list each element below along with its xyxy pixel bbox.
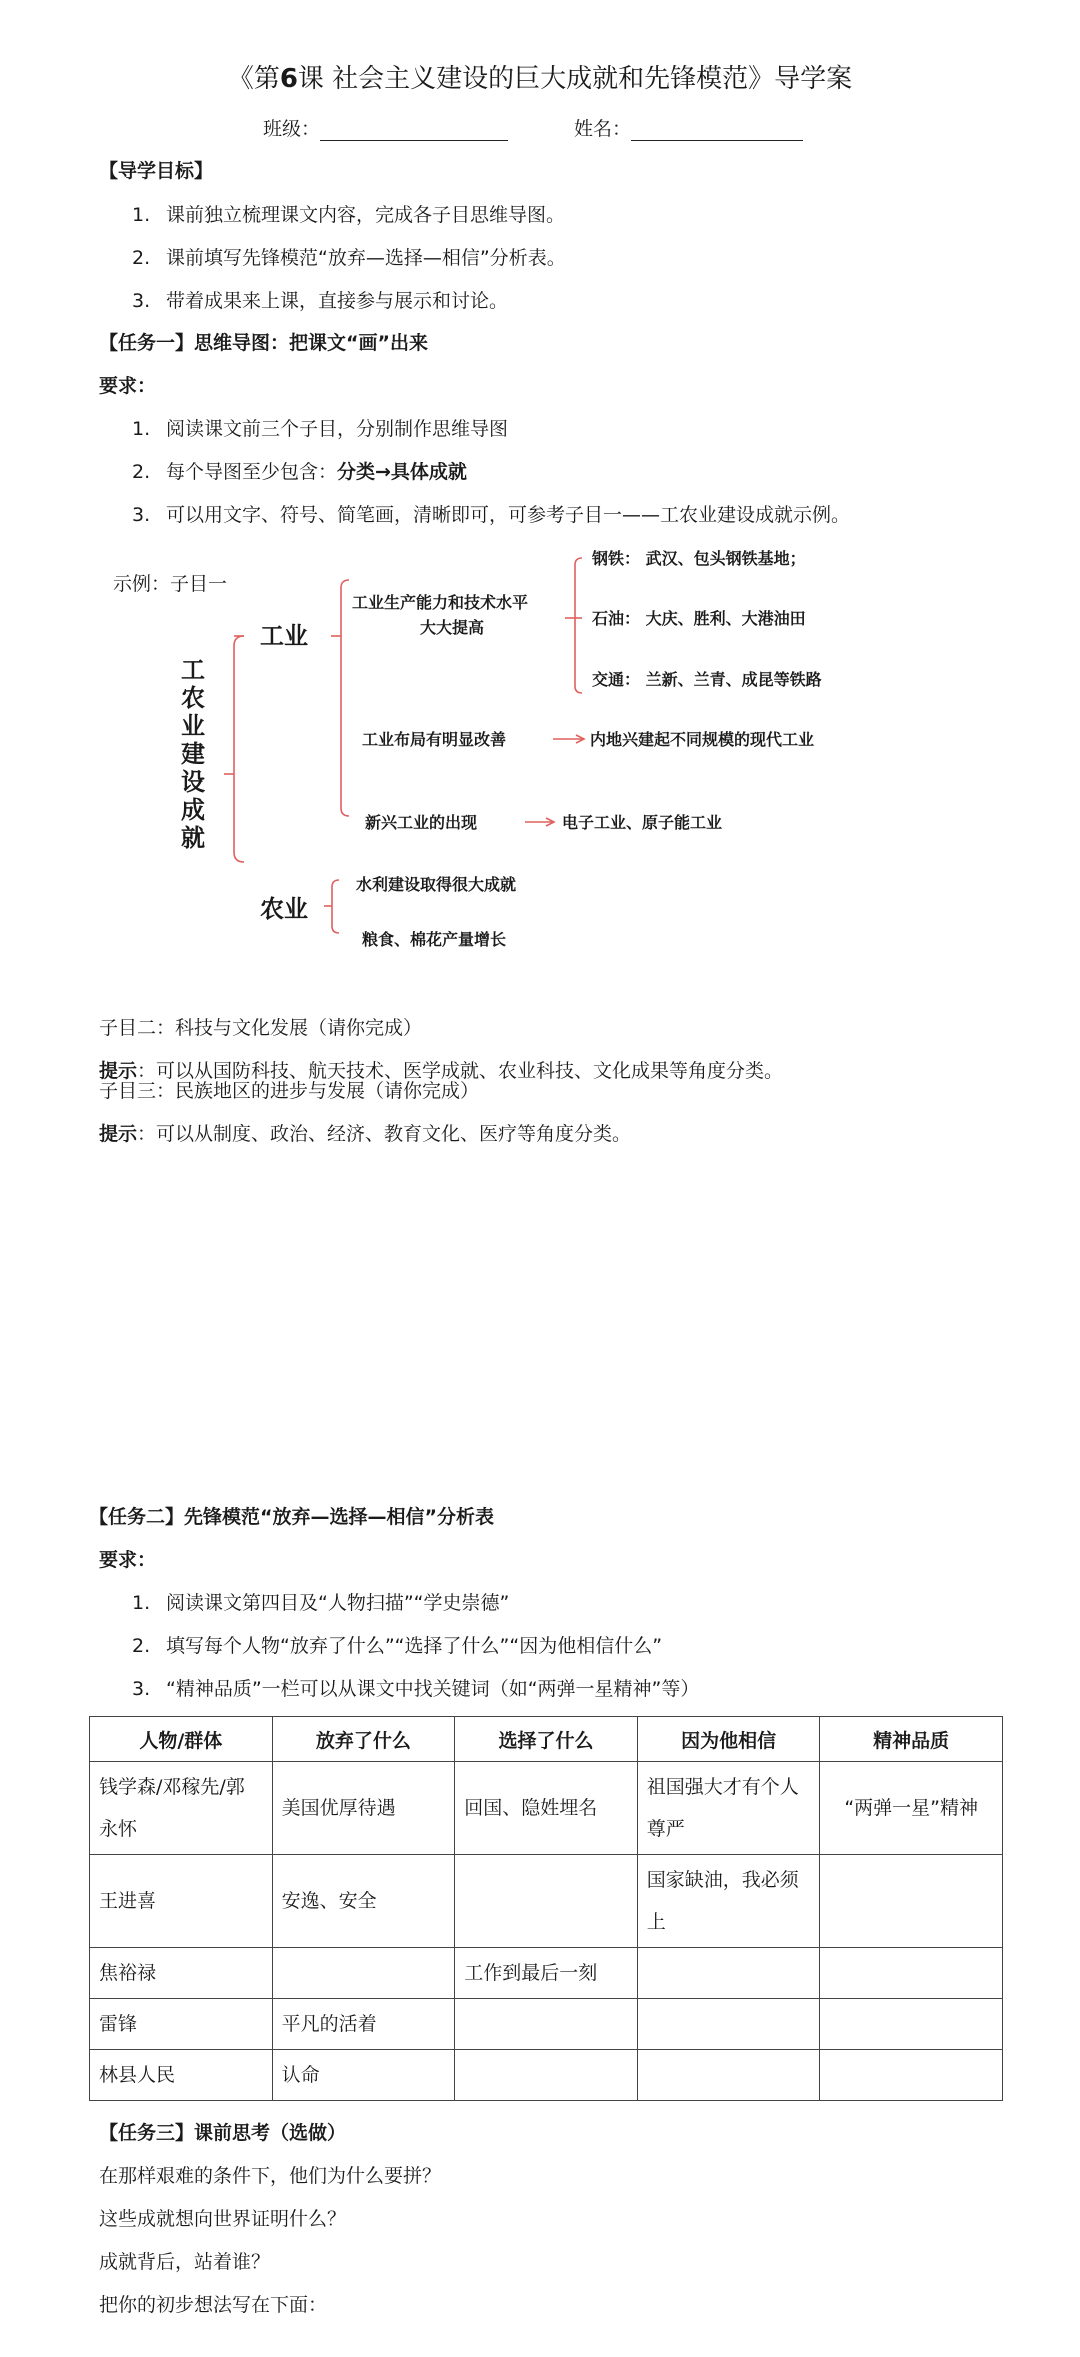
name-blank[interactable] [631,120,803,141]
industry-capacity-label-2: 大大提高 [420,618,485,637]
task3-question: 这些成就想向世界证明什么？ [99,2208,347,2230]
capacity-bracket [575,558,582,693]
task3-question: 成就背后，站着谁？ [99,2251,271,2273]
table-cell[interactable] [637,1948,820,1999]
goals-heading: 【导学目标】 [99,160,214,182]
task1-heading: 【任务一】思维导图：把课文“画”出来 [99,332,428,354]
table-row [90,1762,1003,1855]
root-char: 农 [181,683,205,712]
analysis-table [89,1716,1003,2101]
table-header: 选择了什么 [455,1717,638,1762]
table-cell[interactable] [637,1999,820,2050]
goal-item: 1. 课前独立梳理课文内容，完成各子目思维导图。 [132,204,566,226]
root-char: 就 [181,823,205,852]
name-label: 姓名： [574,118,632,140]
table-cell[interactable] [637,2050,820,2101]
sub3-hint: 提示：可以从制度、政治、经济、教育文化、医疗等角度分类。 [99,1123,632,1145]
sub2-hint: 提示：可以从国防科技、航天技术、医学成就、农业科技、文化成果等角度分类。 [99,1060,784,1082]
industry-node: 工业 [260,621,308,650]
table-cell: 祖国强大才有个人尊严 [637,1762,820,1855]
industry-capacity-label: 工业生产能力和技术水平 [352,593,529,612]
root-char: 工 [181,655,205,684]
root-char: 设 [181,767,205,796]
table-cell[interactable] [820,1948,1003,1999]
sub2-title: 子目二：科技与文化发展（请你完成） [99,1017,423,1039]
table-cell[interactable] [272,1948,455,1999]
table-cell: 焦裕禄 [90,1948,273,1999]
task1-item: 2. 每个导图至少包含：分类→具体成就 [132,461,467,483]
table-cell: 国家缺油，我必须上 [637,1855,820,1948]
table-cell: 认命 [272,2050,455,2101]
goal-item: 3. 带着成果来上课，直接参与展示和讨论。 [132,290,509,312]
table-row [90,2050,1003,2101]
table-header: 因为他相信 [637,1717,820,1762]
task2-requirements-label: 要求： [99,1549,157,1571]
table-cell: 回国、隐姓埋名 [455,1762,638,1855]
industry-bracket [341,580,349,816]
table-cell[interactable] [820,2050,1003,2101]
table-row [90,1948,1003,1999]
agriculture-bracket [332,880,339,933]
table-cell: 钱学森/邓稼先/郭永怀 [90,1762,273,1855]
table-cell[interactable] [820,1999,1003,2050]
root-char: 建 [181,739,205,768]
water-item: 水利建设取得很大成就 [356,875,517,894]
agriculture-node: 农业 [260,894,308,923]
table-cell: 美国优厚待遇 [272,1762,455,1855]
task1-item: 3. 可以用文字、符号、简笔画，清晰即可，可参考子目一——工农业建设成就示例。 [132,504,851,526]
table-row [90,1999,1003,2050]
table-cell: “两弹一星”精神 [820,1762,1003,1855]
table-cell: 安逸、安全 [272,1855,455,1948]
layout-label: 工业布局有明显改善 [362,730,507,749]
table-cell: 王进喜 [90,1855,273,1948]
new-industry-result: 电子工业、原子能工业 [562,813,723,832]
root-bracket [234,636,244,862]
table-header: 精神品质 [820,1717,1003,1762]
class-label: 班级： [263,118,321,140]
sub3-title: 子目三：民族地区的进步与发展（请你完成） [99,1080,480,1102]
layout-result: 内地兴建起不同规模的现代工业 [590,730,815,749]
new-industry-label: 新兴工业的出现 [365,813,478,832]
table-row [90,1855,1003,1948]
table-cell[interactable] [455,1999,638,2050]
page-title: 《第6课 社会主义建设的巨大成就和先锋模范》导学案 [227,64,853,94]
class-blank[interactable] [320,120,508,141]
task3-question: 在那样艰难的条件下，他们为什么要拼？ [99,2165,442,2187]
task2-item: 1. 阅读课文第四目及“人物扫描”“学史崇德” [132,1592,510,1614]
table-header-row [90,1717,1003,1762]
task2-item: 3. “精神品质”一栏可以从课文中找关键词（如“两弹一星精神”等） [132,1678,700,1700]
table-cell[interactable] [455,1855,638,1948]
task3-heading: 【任务三】课前思考（选做） [99,2122,347,2144]
table-cell: 平凡的活着 [272,1999,455,2050]
table-header: 放弃了什么 [272,1717,455,1762]
table-cell[interactable] [820,1855,1003,1948]
table-cell: 林县人民 [90,2050,273,2101]
table-header: 人物/群体 [90,1717,273,1762]
mindmap-root [181,655,205,852]
task1-requirements-label: 要求： [99,375,157,397]
grain-item: 粮食、棉花产量增长 [362,930,507,949]
mindmap-example [0,540,1080,980]
goal-item: 2. 课前填写先锋模范“放弃—选择—相信”分析表。 [132,247,566,269]
task2-item: 2. 填写每个人物“放弃了什么”“选择了什么”“因为他相信什么” [132,1635,663,1657]
root-char: 业 [181,711,205,740]
transport-item: 交通： 兰新、兰青、成昆等铁路 [592,670,822,689]
task3-answer-prompt: 把你的初步想法写在下面： [99,2294,328,2316]
name-field[interactable] [574,114,803,141]
table-cell: 工作到最后一刻 [455,1948,638,1999]
class-field[interactable] [263,114,508,141]
mindmap-example-label: 示例：子目一 [113,573,228,595]
steel-item: 钢铁： 武汉、包头钢铁基地； [592,549,806,568]
root-char: 成 [181,795,205,824]
oil-item: 石油： 大庆、胜利、大港油田 [592,609,806,628]
table-cell[interactable] [455,2050,638,2101]
table-cell: 雷锋 [90,1999,273,2050]
task2-heading: 【任务二】先锋模范“放弃—选择—相信”分析表 [89,1506,494,1528]
task1-item: 1. 阅读课文前三个子目，分别制作思维导图 [132,418,509,440]
